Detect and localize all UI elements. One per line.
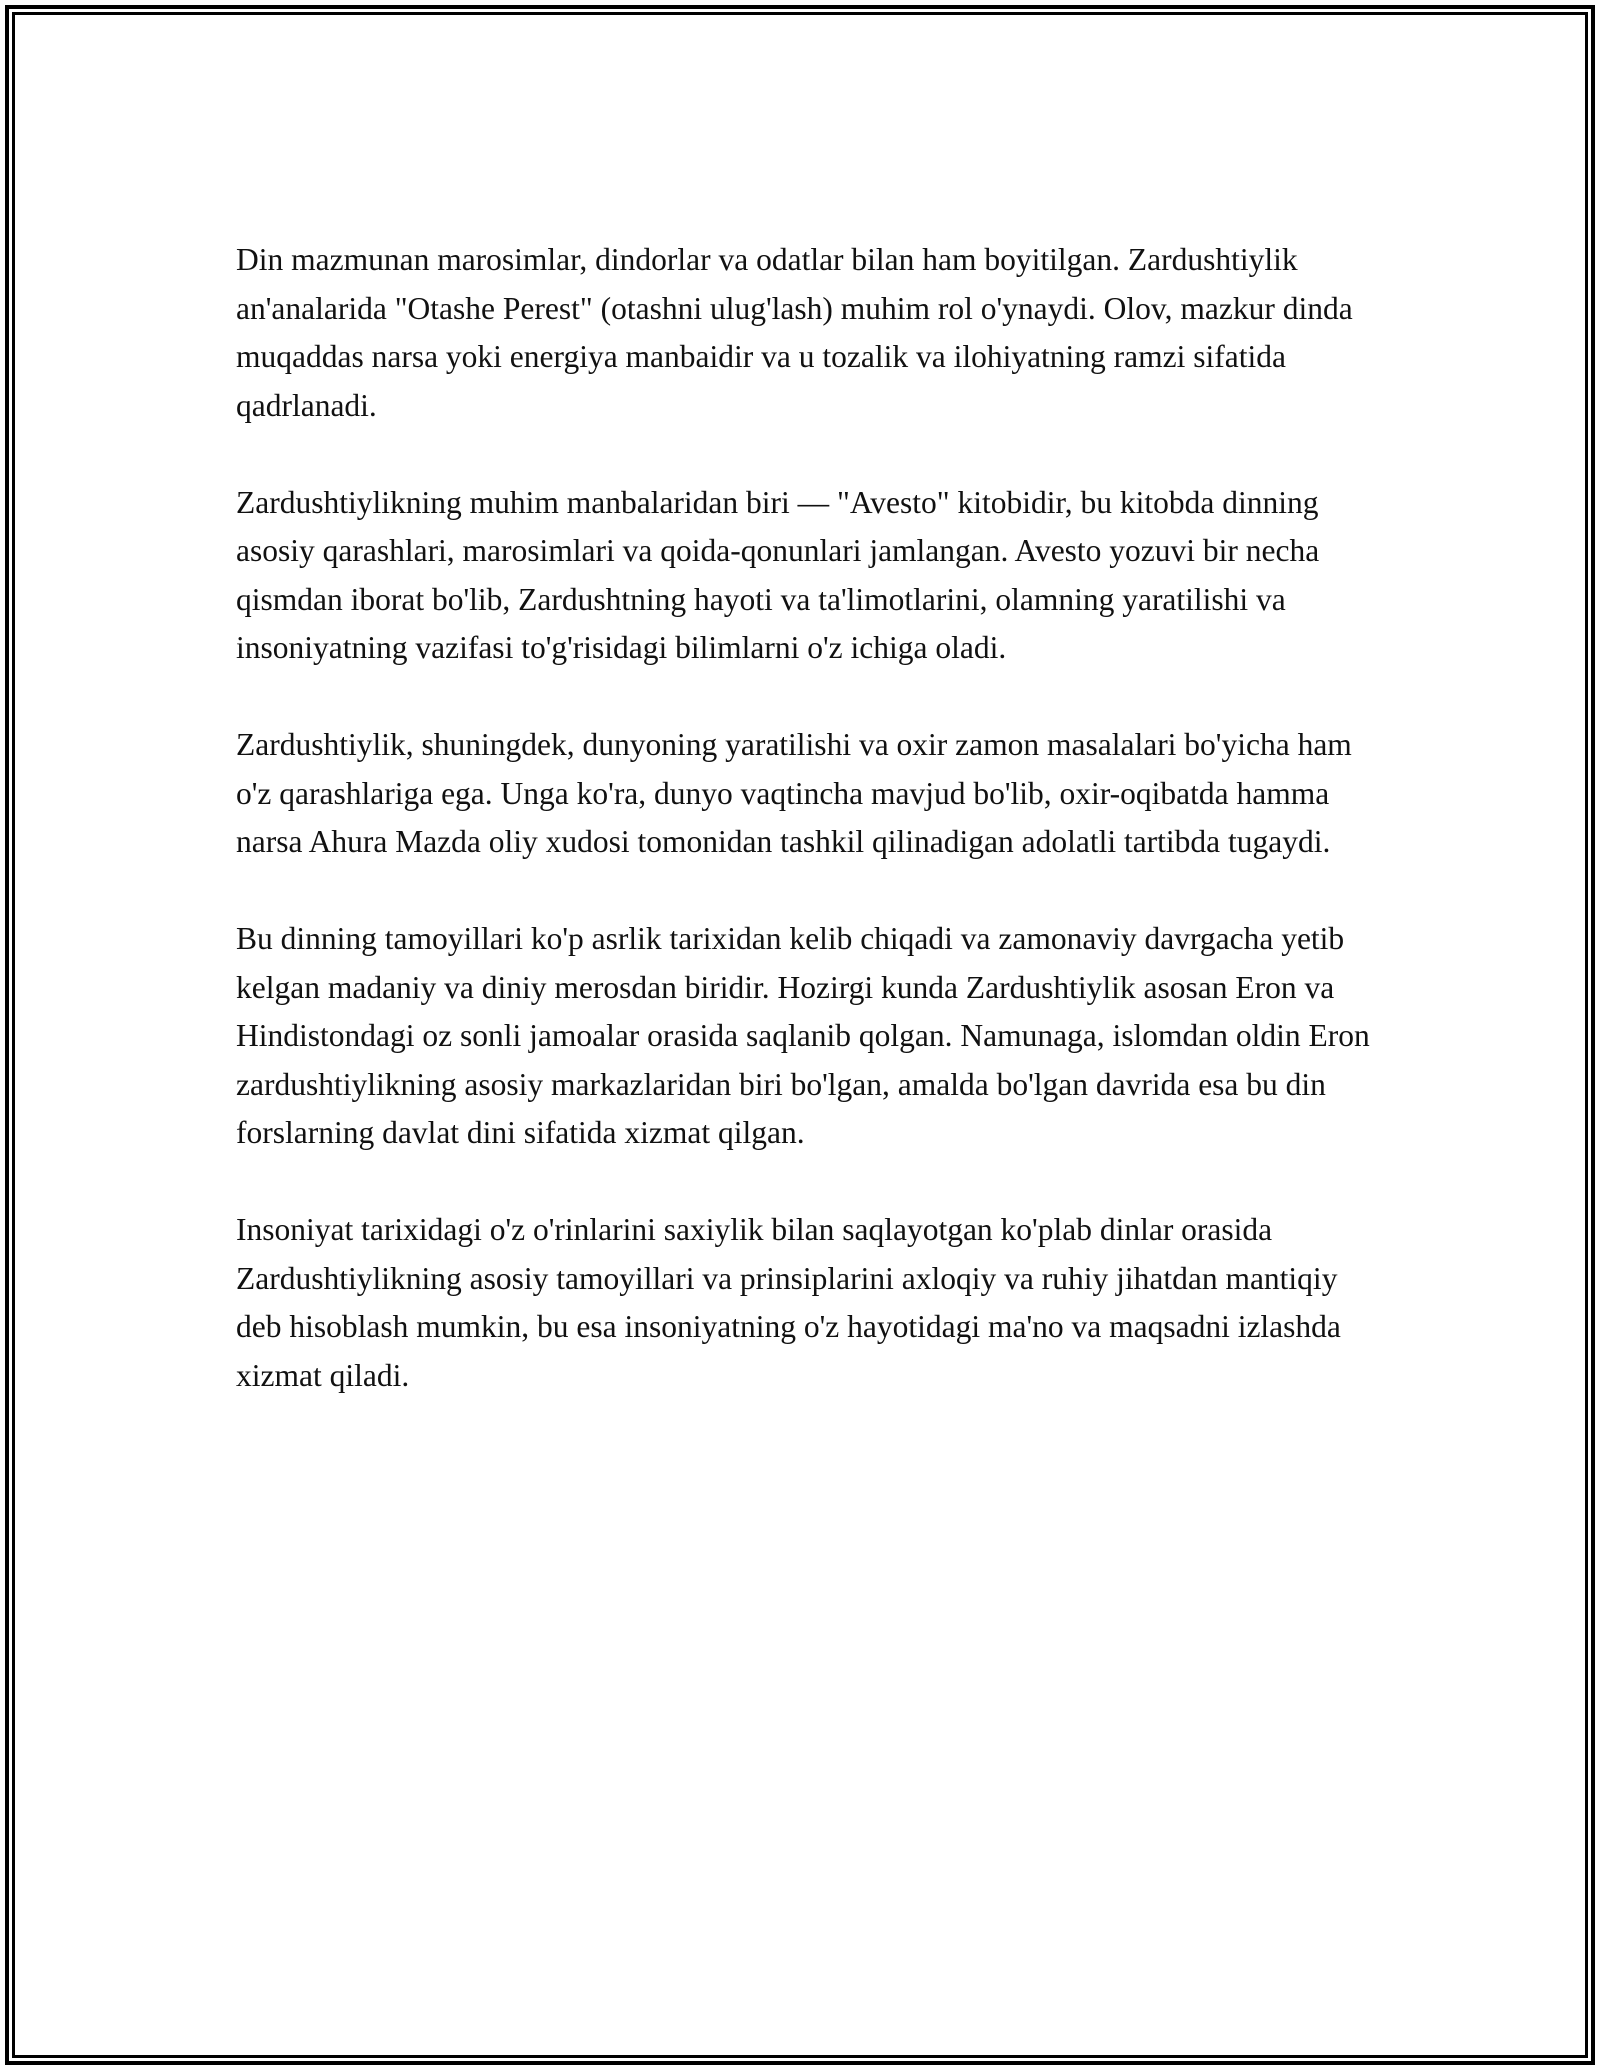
paragraph-2: Zardushtiylikning muhim manbalaridan biri — "Avesto" kitobidir, bu kitobda dinning asosiy qarashlari, marosimlari va qoida-qonunlari jamlangan. Avesto yozuvi bir necha qismdan iborat bo'lib, Zardushtning hayoti va ta'limotlarini, olamning yaratilishi va insoniyatning vazifasi to'g'risidagi bilimlarni o'z ichiga oladi. [236, 484, 1320, 665]
paragraph-5: Insoniyat tarixidagi o'z o'rinlarini saxiylik bilan saqlayotgan ko'plab dinlar orasida Zardushtiylikning asosiy tamoyillari va prinsiplarini axloqiy va ruhiy jihatdan mantiqiy deb hisoblash mumkin, bu esa insoniyatning o'z hayotidagi ma'no va maqsadni izlashda xizmat qiladi. [236, 1212, 1341, 1393]
paragraph-1: Din mazmunan marosimlar, dindorlar va odatlar bilan ham boyitilgan. Zardushtiylik an'analarida "Otashe Perest" (otashni ulug'lash) muhim rol o'ynaydi. Olov, mazkur dinda muqaddas narsa yoki energiya manbaidir va u tozalik va ilohiyatning ramzi sifatida qadrlanadi. [236, 242, 1353, 423]
document-body [236, 236, 1381, 1400]
paragraph-4: Bu dinning tamoyillari ko'p asrlik tarixidan kelib chiqadi va zamonaviy davrgacha yetib kelgan madaniy va diniy merosdan biridir. Hozirgi kunda Zardushtiylik asosan Eron va Hindistondagi oz sonli jamoalar orasida saqlanib qolgan. Namunaga, islomdan oldin Eron zardushtiylikning asosiy markazlaridan biri bo'lgan, amalda bo'lgan davrida esa bu din forslarning davlat dini sifatida xizmat qilgan. [236, 921, 1370, 1150]
paragraph-3: Zardushtiylik, shuningdek, dunyoning yaratilishi va oxir zamon masalalari bo'yicha ham o'z qarashlariga ega. Unga ko'ra, dunyo vaqtincha mavjud bo'lib, oxir-oqibatda hamma narsa Ahura Mazda oliy xudosi tomonidan tashkil qilinadigan adolatli tartibda tugaydi. [236, 727, 1352, 859]
